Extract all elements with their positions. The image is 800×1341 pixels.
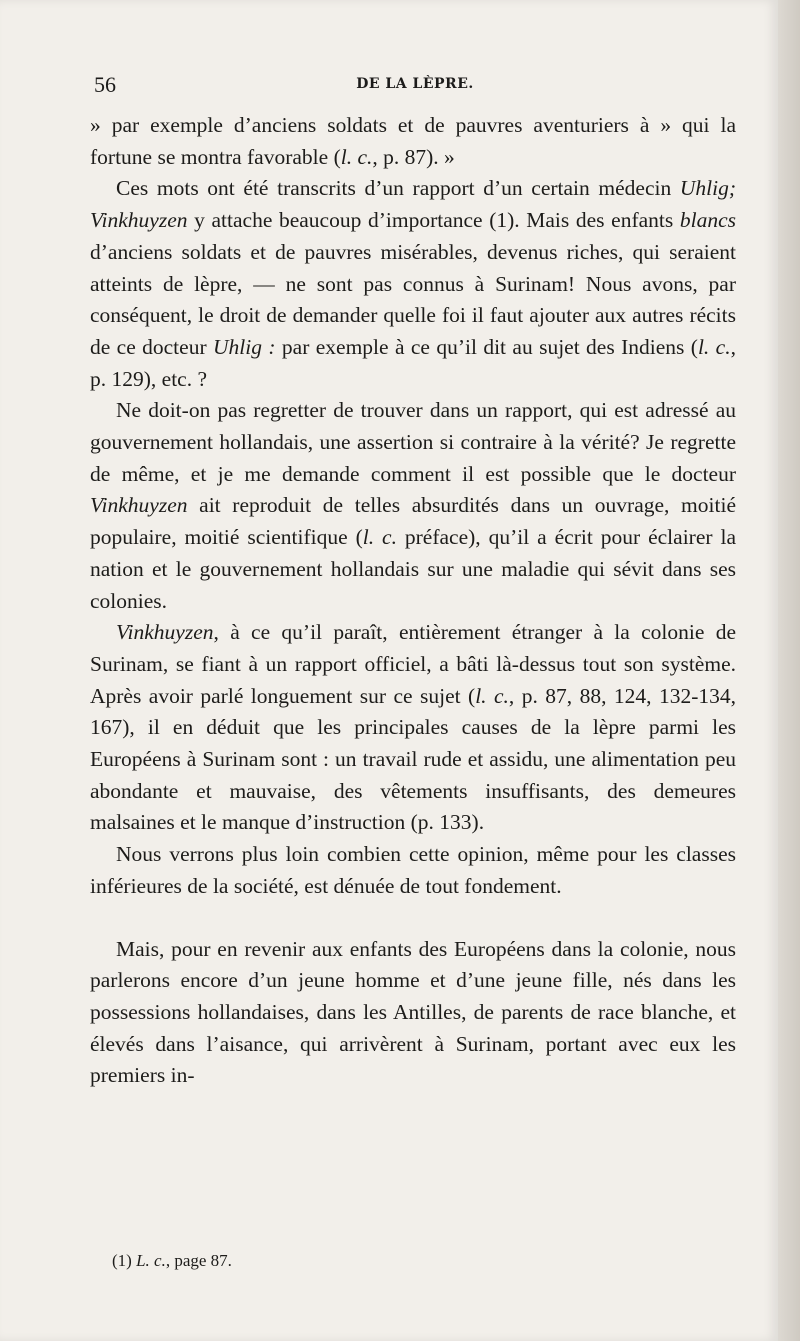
italic-name: Uhlig : — [213, 334, 276, 359]
text-run: par exemple à ce qu’il dit au sujet des Indiens ( — [275, 334, 698, 359]
text-run: préface), qu’il a écrit pour éclairer la nation et le gouvernement hollandais sur une maladie qui sévit dans ses colonies. — [90, 525, 736, 613]
footnote-text: , page 87. — [165, 1251, 232, 1270]
italic-name: Uhlig; Vinkhuyzen — [90, 176, 736, 233]
paragraph-3 — [90, 395, 736, 617]
italic-citation: l. c. — [362, 525, 397, 550]
text-run: ait reproduit de telles absurdités dans un ouvrage, moitié populaire, moitié scientifique ( — [90, 493, 736, 550]
italic-name: Vinkhuyzen — [90, 493, 188, 518]
italic-citation: l. c. — [475, 683, 509, 708]
italic-name: Vinkhuyzen — [116, 620, 214, 645]
paragraph-6: Mais, pour en revenir aux enfants des Européens dans la colonie, nous parlerons encore d’un jeune homme et d’une jeune fille, nés dans les possessions hollandaises, dans les Antilles, de parents de race blanche, et élevés dans l’aisance, qui arrivèrent à Surinam, portant avec eux les premiers in- — [90, 936, 736, 1088]
footnote — [112, 1251, 712, 1271]
paragraph-2 — [90, 173, 736, 395]
text-run: Ne doit-on pas regretter de trouver dans un rapport, qui est adressé au gouvernement hollandais, une assertion si contraire à la vérité? Je regrette de même, et je me demande comment il est possible que le docteur — [90, 398, 736, 486]
footnote-marker: (1) — [112, 1251, 137, 1270]
text-run: , p. 129), etc. ? — [90, 334, 736, 391]
page-number: 56 — [94, 72, 116, 97]
text-run: , à ce qu’il paraît, entièrement étranger à la colonie de Surinam, se fiant à un rapport officiel, a bâti là-dessus tout son système. Après avoir parlé longuement sur ce sujet ( — [90, 620, 736, 708]
running-head: DE LA LÈPRE. — [356, 76, 474, 92]
italic-citation: l. c. — [340, 144, 373, 169]
page-edge — [778, 0, 800, 1341]
text-run: , p. 87). » — [372, 144, 455, 169]
paragraph-5: Nous verrons plus loin combien cette opinion, même pour les classes inférieures de la société, est dénuée de tout fondement. — [90, 842, 736, 898]
body-text — [90, 110, 736, 1092]
footnote-citation: L. c. — [136, 1251, 166, 1270]
italic-word: blancs — [679, 208, 736, 233]
italic-citation: l. c. — [697, 334, 731, 359]
text-run: » par exemple d’anciens soldats et de pauvres aventuriers à » qui la fortune se montra favorable ( — [90, 113, 736, 169]
text-run: d’anciens soldats et de pauvres misérables, devenus riches, qui seraient atteints de lèpre, — ne sont pas connus à Surinam! Nous avons, par conséquent, le droit de demander quelle foi il faut ajouter aux autres récits de ce docteur — [90, 239, 736, 359]
text-run: Ces mots ont été transcrits d’un rapport d’un certain médecin — [116, 176, 680, 201]
text-run: , p. 87, 88, 124, 132-134, 167), il en déduit que les principales causes de la lèpre parmi les Européens à Surinam sont : un travail rude et assidu, une alimentation peu abondante et mauvaise, des vêtements insuffisants, des demeures malsaines et le manque d’instruction (p. 133). — [90, 683, 736, 835]
paragraph-1 — [90, 110, 736, 173]
page-header — [94, 72, 736, 102]
paragraph-4 — [90, 617, 736, 839]
text-run: y attache beaucoup d’importance (1). Mais des enfants — [187, 208, 680, 233]
